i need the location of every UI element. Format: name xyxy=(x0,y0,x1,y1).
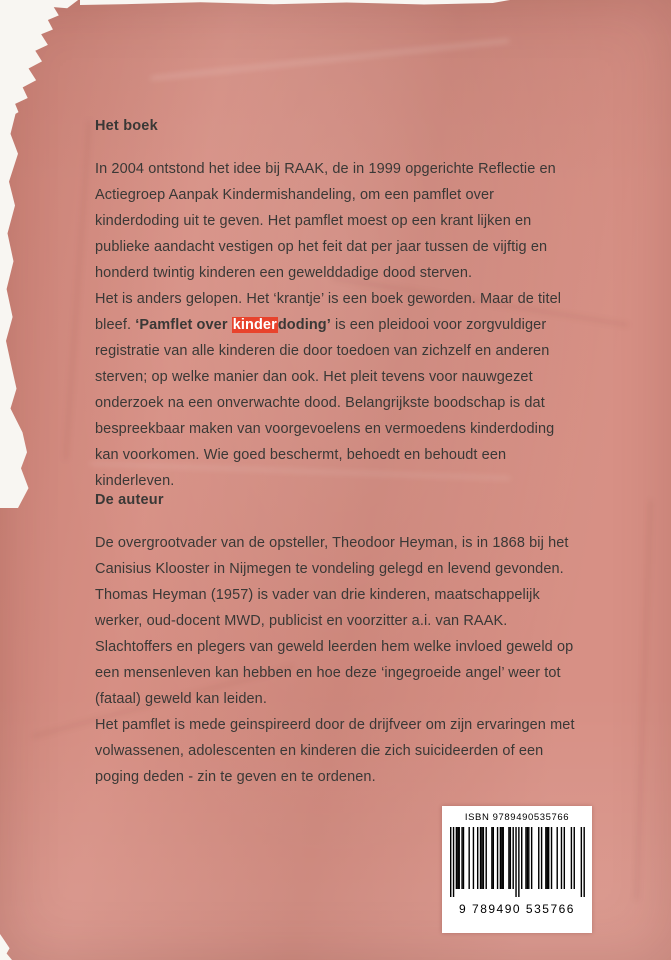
torn-paper-edge-left xyxy=(0,110,30,508)
torn-paper-edge-top xyxy=(80,0,510,5)
book-paragraph-2 xyxy=(95,286,581,494)
torn-paper-edge-bottom-left xyxy=(0,934,12,960)
author-paragraph-4: Het pamflet is mede geinspireerd door de drijfveer om zijn ervaringen met volwassenen, adolescenten en kinderen die zich suicideerden of een poging deden - zin te geven en te ordenen. xyxy=(95,717,575,785)
barcode-number: 9 789490 535766 xyxy=(459,902,575,916)
isbn-barcode xyxy=(442,806,592,933)
barcode-bars xyxy=(450,827,585,901)
book-section-heading: Het boek xyxy=(95,118,158,134)
author-section-body xyxy=(95,530,581,790)
book-title-open: ‘Pamflet over xyxy=(135,317,232,333)
paper-crease xyxy=(635,500,652,900)
book-title-close: doding’ xyxy=(277,317,331,333)
book-paragraph-2-text: Het is anders gelopen. Het ‘krantje’ is een boek geworden. Maar de titel bleef. xyxy=(95,291,562,333)
paper-crease xyxy=(64,120,91,459)
torn-paper-edge-top-left xyxy=(0,0,84,118)
author-paragraph-3: Slachtoffers en plegers van geweld leerden hem welke invloed geweld op een mensenleven kan hebben en hoe deze ‘ingegroeide angel’ weer tot (fataal) geweld kan leiden. xyxy=(95,639,574,707)
book-paragraph-2-rest: is een pleidooi voor zorgvuldiger registratie van alle kinderen die door toedoen van zichzelf en anderen sterven; op welke manier dan ook. Het pleit tevens voor nauwgezet onderzoek na een onverwachte dood. Belangrijkste boodschap is dat bespreekbaar maken van voorgevoelens en vermoedens kinderdoding kan voorkomen. Wie goed beschermt, behoedt en behoudt een kinderleven. xyxy=(95,317,555,489)
book-paragraph-1: In 2004 ontstond het idee bij RAAK, de in 1999 opgerichte Reflectie en Actiegroep Aanpak Kindermishandeling, om een pamflet over kinderdoding uit te geven. Het pamflet moest op een krant lijken en publieke aandacht vestigen op het feit dat per jaar tussen de vijftig en honderd twintig kinderen een gewelddadige dood sterven. xyxy=(95,161,556,281)
book-title-highlight: kinder xyxy=(232,317,277,333)
author-section-heading: De auteur xyxy=(95,492,164,508)
paper-crease xyxy=(151,39,509,80)
author-paragraph-1: De overgrootvader van de opsteller, Theodoor Heyman, is in 1868 bij het Canisius Klooster in Nijmegen te vondeling gelegd en levend gevonden. xyxy=(95,535,569,577)
isbn-label: ISBN 9789490535766 xyxy=(464,812,570,823)
author-paragraph-2: Thomas Heyman (1957) is vader van drie kinderen, maatschappelijk werker, oud-docent MWD, publicist en voorzitter a.i. van RAAK. xyxy=(95,587,540,629)
book-section-body xyxy=(95,156,581,494)
